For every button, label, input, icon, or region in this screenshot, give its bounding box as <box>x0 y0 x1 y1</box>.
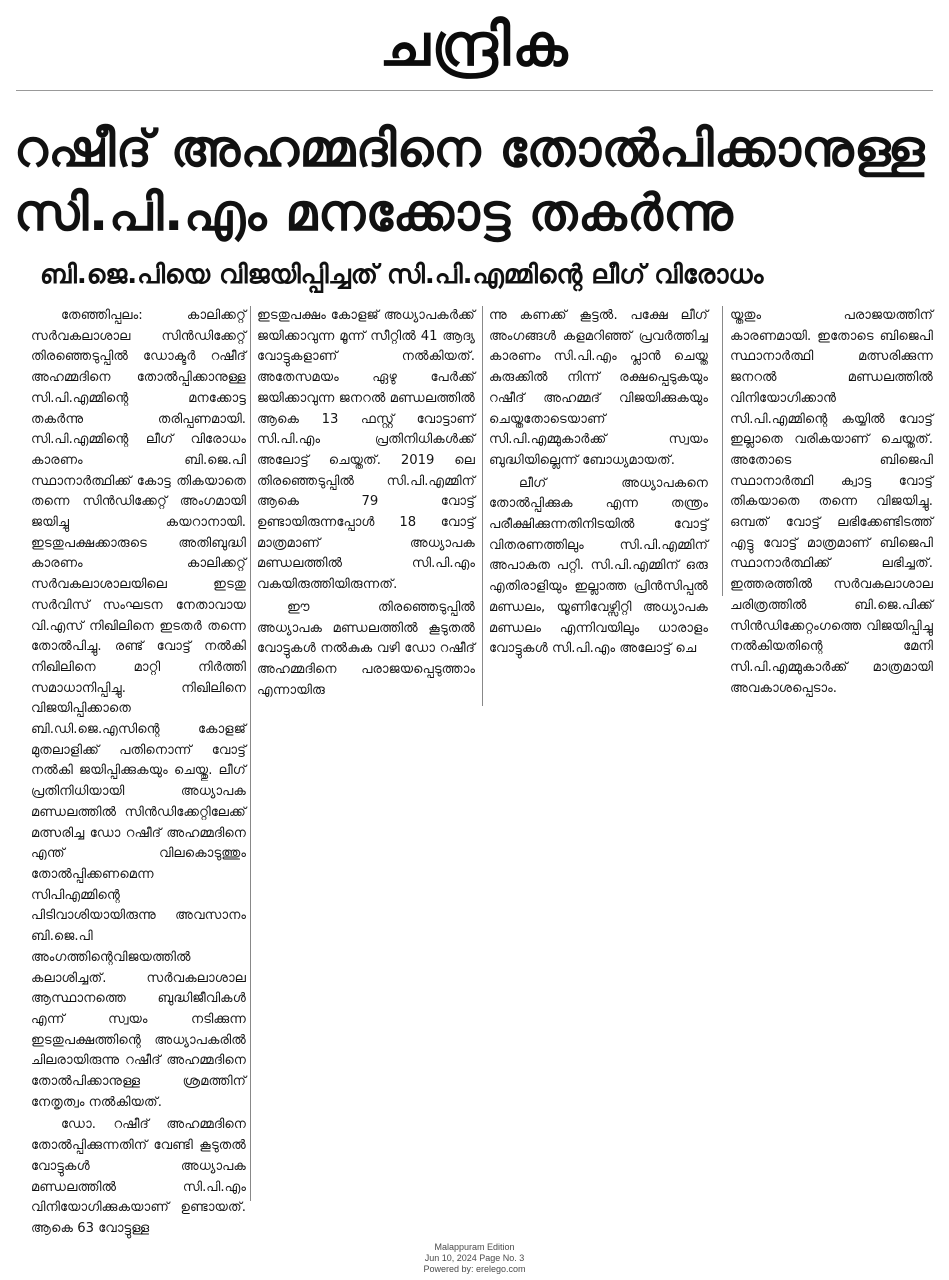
article-headline: റഷീദ് അഹമ്മദിനെ തോൽപിക്കാനുള്ള സി.പി.എം മനക്കോട്ട തകർന്നു <box>14 120 925 243</box>
article-column-3 <box>489 306 708 657</box>
paragraph: യ്തതും പരാജയത്തിന് കാരണമായി. ഇതോടെ ബിജെപി സ്ഥാനാർത്ഥി മത്സരിക്കുന്ന ജനറൽ മണ്ഡലത്തിൽ വിനിയോഗിക്കാൻ സി.പി.എമ്മിന്റെ കയ്യിൽ വോട്ട് ഇല്ലാതെ വരികയാണ് ചെയ്തത്. അതോടെ ബിജെപി സ്ഥാനാർത്ഥി ക്വാട്ട വോട്ട് തികയാതെ തന്നെ വിജയിച്ചു. ഒമ്പത് വോട്ട് ലഭിക്കേണ്ടിടത്ത് എട്ടു വോട്ട് മാത്രമാണ് ബിജെപി സ്ഥാനാർത്ഥിക്ക് ലഭിച്ചത്. ഇത്തരത്തിൽ സർവകലാശാല ചരിത്രത്തിൽ ബി.ജെ.പിക്ക് സിൻഡിക്കേറ്റംഗത്തെ വിജയിപ്പിച്ചു നൽകിയതിന്റെ മേനി സി.പി.എമ്മുകാർക്ക് മാത്രമായി അവകാശപ്പെടാം. <box>730 308 933 696</box>
article-column-4 <box>730 306 933 696</box>
masthead-title: ചന്ദ്രിക <box>379 11 570 79</box>
article-column-1 <box>31 306 246 1236</box>
paragraph: ന്നു കണക്ക് കൂട്ടൽ. പക്ഷേ ലീഗ് അംഗങ്ങൾ കളമറിഞ്ഞ് പ്രവർത്തിച്ച കാരണം സി.പി.എം പ്ലാൻ ചെയ്ത കുരുക്കിൽ നിന്ന് രക്ഷപ്പെടുകയും റഷീദ് അഹമ്മദ് വിജയിക്കുകയും ചെയ്തതോടെയാണ് സി.പി.എമ്മുകാർക്ക് സ്വയം ബുദ്ധിയില്ലെന്ന് ബോധ്യമായത്. <box>489 308 708 468</box>
article-column-2 <box>257 306 475 706</box>
paragraph: ഇടതുപക്ഷം കോളജ് അധ്യാപകർക്ക് ജയിക്കാവുന്ന മൂന്ന് സീറ്റിൽ 41 ആദ്യ വോട്ടുകളാണ് നൽകിയത്. അതേസമയം ഏഴു പേർക്ക് ജയിക്കാവുന്ന ജനറൽ മണ്ഡലത്തിൽ ആകെ 13 ഫസ്റ്റ് വോട്ടാണ് സി.പി.എം പ്രതിനിധികൾക്ക് അലോട്ട് ചെയ്തത്. 2019 ലെ തിരഞ്ഞെടുപ്പിൽ സി.പി.എമ്മിന് ആകെ 79 വോട്ട് ഉണ്ടായിരുന്നപ്പോൾ 18 വോട്ട് മാത്രമാണ് അധ്യാപക മണ്ഡലത്തിൽ സി.പി.എം വകയിരുത്തിയിരുന്നത്. <box>257 308 475 593</box>
paragraph: ഈ തിരഞ്ഞെടുപ്പിൽ അധ്യാപക മണ്ഡലത്തിൽ കൂടുതൽ വോട്ടുകൾ നൽകുക വഴി ഡോ റഷീദ് അഹമ്മദിനെ പരാജയപ്പെടുത്താം എന്നായിരു <box>257 599 475 698</box>
article-subheadline: ബി.ജെ.പിയെ വിജയിപ്പിച്ചത് സി.പി.എമ്മിന്റെ ലീഗ് വിരോധം <box>40 260 764 290</box>
column-divider <box>250 306 251 1201</box>
paragraph: ഡോ. റഷീദ് അഹമ്മദിനെ തോൽപ്പിക്കുന്നതിന് വേണ്ടി കൂടുതൽ വോട്ടുകൾ അധ്യാപക മണ്ഡലത്തിൽ സി.പി.എം വിനിയോഗിക്കുകയാണ് ഉണ്ടായത്. ആകെ 63 വോട്ടുള്ള <box>31 1117 246 1236</box>
powered-by-link[interactable]: Powered by: erelego.com <box>423 1264 526 1274</box>
paragraph: തേഞ്ഞിപ്പലം: കാലിക്കറ്റ് സർവകലാശാല സിൻഡിക്കേറ്റ് തിരഞ്ഞെടുപ്പിൽ ഡോക്ടർ റഷീദ് അഹമ്മദിനെ തോൽപ്പിക്കാനുള്ള സി.പി.എമ്മിന്റെ മനക്കോട്ട തകർന്നു തരിപ്പണമായി. സി.പി.എമ്മിന്റെ ലീഗ് വിരോധം കാരണം ബി.ജെ.പി സ്ഥാനാർത്ഥിക്ക് കോട്ട തികയാതെ തന്നെ സിൻഡിക്കേറ്റ് അംഗമായി ജയിച്ചു കയറാനായി. ഇടതുപക്ഷക്കാരുടെ അതിബുദ്ധി കാരണം കാലിക്കറ്റ് സർവകലാശാലയിലെ ഇടതു സർവിസ് സംഘടന നേതാവായ വി.എസ് നിഖിലിനെ ഇടതർ തന്നെ തോൽപിച്ചു. രണ്ട് വോട്ട് നൽകി നിഖിലിനെ മാറ്റി നിർത്തി സമാധാനിപ്പിച്ചു. നിഖിലിനെ വിജയിപ്പിക്കാതെ ബി.ഡി.ജെ.എസിന്റെ കോളജ് മുതലാളിക്ക് പതിനൊന്ന് വോട്ട് നൽകി ജയിപ്പിക്കുകയും ചെയ്തു. ലീഗ് പ്രതിനിധിയായി അധ്യാപക മണ്ഡലത്തിൽ സിൻഡിക്കേറ്റിലേക്ക് മത്സരിച്ച ഡോ റഷീദ് അഹമ്മദിനെ എന്ത് വിലകൊടുത്തും തോൽപ്പിക്കണമെന്ന സിപിഎമ്മിന്റെ പിടിവാശിയായിരുന്നു അവസാനം ബി.ജെ.പി അംഗത്തിന്റെവിജയത്തിൽ കലാശിച്ചത്. സർവകലാശാല ആസ്ഥാനത്തെ ബുദ്ധിജീവികൾ എന്ന് സ്വയം നടിക്കുന്ന ഇടതുപക്ഷത്തിന്റെ അധ്യാപകരിൽ ചിലരായിരുന്നു റഷീദ് അഹമ്മദിനെ തോൽപിക്കാനുള്ള ശ്രമത്തിന് നേതൃത്വം നൽകിയത്. <box>31 308 246 1110</box>
edition-name: Malappuram Edition <box>434 1242 515 1252</box>
paragraph: ലീഗ് അധ്യാപകനെ തോൽപ്പിക്കുക എന്ന തന്ത്രം പരീക്ഷിക്കുന്നതിനിടയിൽ വോട്ട് വിതരണത്തിലും സി.പി.എമ്മിന് അപാകത പറ്റി. സി.പി.എമ്മിന് ഒരു എതിരാളിയും ഇല്ലാത്ത പ്രിൻസിപ്പൽ മണ്ഡലം, യൂണിവേഴ്സിറ്റി അധ്യാപക മണ്ഡലം എന്നിവയിലും ധാരാളം വോട്ടുകൾ സി.പി.എം അലോട്ട് ചെ <box>489 475 708 657</box>
masthead-divider <box>16 90 933 91</box>
edition-date-page: Jun 10, 2024 Page No. 3 <box>424 1253 525 1263</box>
column-divider <box>482 306 483 706</box>
edition-footer <box>0 1242 949 1275</box>
column-divider <box>722 306 723 596</box>
